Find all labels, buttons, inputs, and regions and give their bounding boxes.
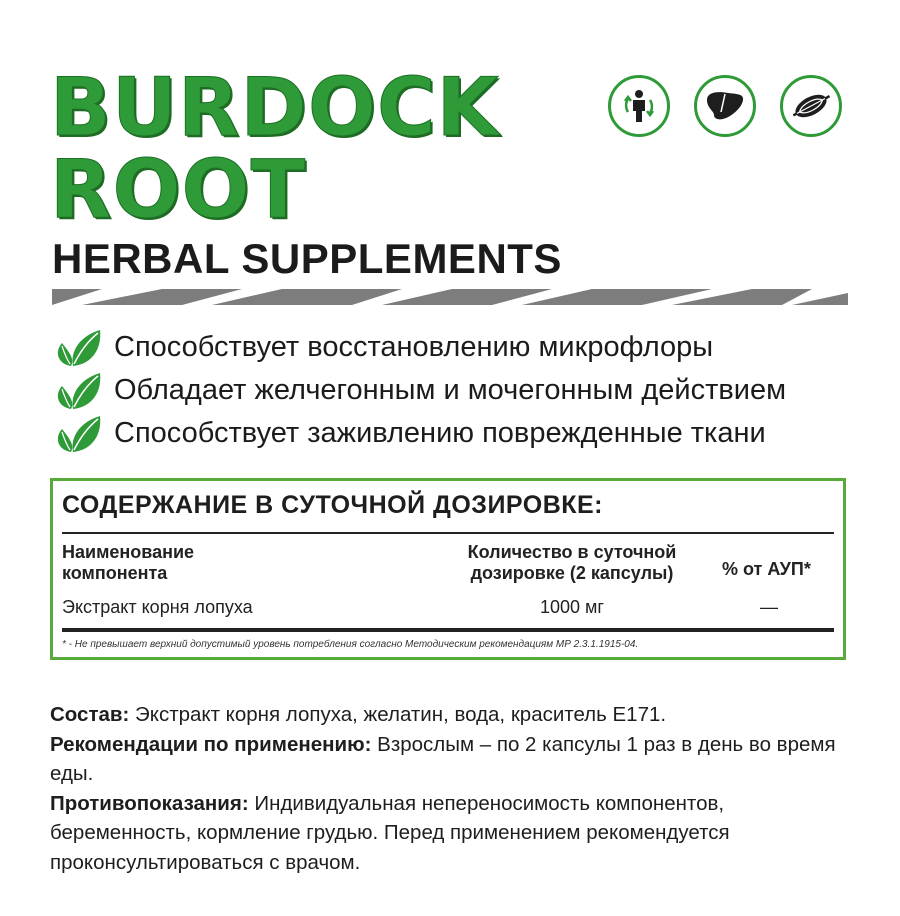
composition-label: Состав: — [50, 703, 130, 726]
table-bottom-rule — [62, 628, 834, 632]
column-header-name-line1: Наименование — [62, 542, 195, 562]
component-name-cell: Экстракт корня лопуха — [62, 597, 253, 617]
footnote: * - Не превышает верхний допустимый уровень потребления согласно Методическим рекомендациям МР 2.3.1.1915-04. — [62, 639, 639, 650]
contraindications-text: Индивидуальная непереносимость компонентов, беременность, кормление грудью. Перед применением рекомендуется проконсультироваться с врачом. — [50, 791, 730, 874]
header-rule — [62, 532, 834, 534]
contraindications — [50, 789, 850, 878]
body-cycle-icon — [608, 75, 670, 137]
benefit-item — [52, 369, 786, 412]
column-header-name-line2: компонента — [62, 563, 168, 583]
product-subtitle: HERBAL SUPPLEMENTS — [52, 235, 562, 282]
stomach-icon — [780, 75, 842, 137]
usage — [50, 730, 850, 789]
leaf-icon — [52, 412, 104, 455]
top-icons — [608, 75, 842, 137]
product-title-line2: ROOT — [50, 143, 307, 236]
benefits-list — [52, 326, 786, 455]
usage-label: Рекомендации по применению: — [50, 732, 372, 756]
leaf-icon — [52, 369, 104, 412]
composition-text: Экстракт корня лопуха, желатин, вода, краситель Е171. — [129, 703, 667, 726]
column-header-quantity-line1: Количество в суточной — [467, 542, 677, 562]
usage-text: Взрослым – по 2 капсулы 1 раз в день во время еды. — [50, 732, 836, 785]
benefit-item — [52, 412, 786, 455]
column-header-percent: % от АУП* — [722, 559, 811, 579]
component-quantity-cell: 1000 мг — [540, 597, 604, 617]
liver-icon — [694, 75, 756, 137]
benefit-text: Способствует восстановлению микрофлоры — [114, 331, 714, 363]
benefit-item — [52, 326, 786, 369]
component-percent-cell: — — [760, 597, 778, 617]
composition — [50, 700, 850, 730]
column-header-quantity-line2: дозировке (2 капсулы) — [470, 563, 674, 583]
column-header-quantity — [441, 542, 703, 584]
product-title-line1: BURDOCK — [50, 61, 500, 154]
product-info — [50, 700, 850, 877]
benefit-text: Обладает желчегонным и мочегонным действием — [114, 374, 787, 406]
nutrition-box — [50, 478, 846, 660]
benefit-text: Способствует заживлению поврежденные ткани — [114, 417, 766, 449]
divider-band — [52, 289, 848, 305]
contraindications-label: Противопоказания: — [50, 791, 249, 815]
leaf-icon — [52, 326, 104, 369]
column-header-name — [62, 542, 194, 584]
nutrition-title: СОДЕРЖАНИЕ В СУТОЧНОЙ ДОЗИРОВКЕ: — [62, 491, 604, 519]
